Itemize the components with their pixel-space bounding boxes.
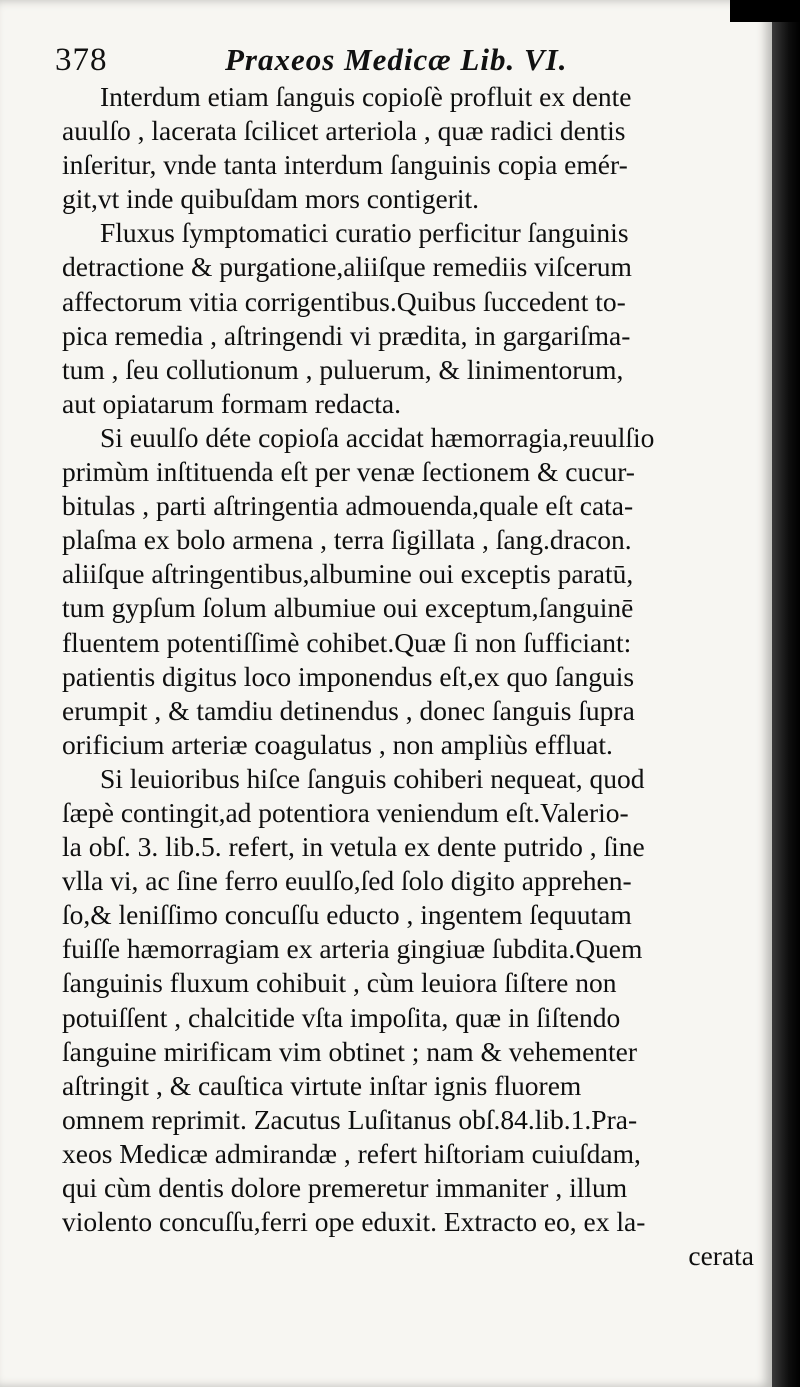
text-line: erumpit , & tamdiu detinendus , donec ſanguis ſupra — [62, 694, 635, 726]
text-line: detractione & purgatione,aliiſque remediis viſcerum — [62, 251, 632, 283]
text-line: orificium arteriæ coagulatus , non ampliùs effluat. — [62, 728, 613, 760]
text-line: aſtringit , & cauſtica virtute inſtar ignis fluorem — [62, 1069, 582, 1101]
page-header — [55, 38, 755, 86]
text-line: tum , ſeu collutionum , puluerum, & linimentorum, — [62, 353, 624, 385]
text-line: patientis digitus loco imponendus eſt,ex quo ſanguis — [62, 660, 635, 692]
text-line: vlla vi, ac ſine ferro euulſo,ſed ſolo digito apprehen- — [62, 865, 632, 897]
text-line: auulſo , lacerata ſcilicet arteriola , quæ radici dentis — [62, 115, 626, 147]
page-corner-shadow — [730, 0, 800, 22]
text-line: git,vt inde quibuſdam mors contigerit. — [62, 183, 480, 215]
catchword: cerata — [688, 1240, 754, 1272]
text-line: ſanguine mirificam vim obtinet ; nam & vehementer — [62, 1035, 638, 1067]
text-line: potuiſſent , chalcitide vſta impoſita, quæ in ſiſtendo — [62, 1001, 621, 1033]
text-line: xeos Medicæ admirandæ , refert hiſtoriam cuiuſdam, — [62, 1137, 641, 1169]
text-line: fluentem potentiſſimè cohibet.Quæ ſi non ſufficiant: — [62, 626, 632, 658]
text-line: violento concuſſu,ferri ope eduxit. Extracto eo, ex la- — [62, 1206, 646, 1238]
text-line: ſo,& leniſſimo concuſſu educto , ingentem ſequutam — [62, 899, 632, 931]
text-line: ſanguinis fluxum cohibuit , cùm leuiora ſiſtere non — [62, 967, 617, 999]
text-line: fuiſſe hæmorragiam ex arteria gingiuæ ſubdita.Quem — [62, 933, 643, 965]
text-line: plaſma ex bolo armena , terra ſigillata , ſang.dracon. — [62, 524, 632, 556]
text-line: Fluxus ſymptomatici curatio perficitur ſanguinis — [100, 217, 629, 249]
text-line: bitulas , parti aſtringentia admouenda,quale eſt cata- — [62, 490, 634, 522]
text-line: affectorum vitia corrigentibus.Quibus ſuccedent to- — [62, 285, 626, 317]
text-line: aut opiatarum formam redacta. — [62, 387, 402, 419]
paragraph — [62, 216, 762, 421]
page-number: 378 — [55, 42, 108, 78]
text-line: Si leuioribus hiſce ſanguis cohiberi nequeat, quod — [100, 762, 645, 794]
text-line: aliiſque aſtringentibus,albumine oui exceptis paratū, — [62, 558, 634, 590]
text-line: tum gypſum ſolum albumiue oui exceptum,ſanguinē — [62, 592, 634, 624]
text-line: ſæpè contingit,ad potentiora veniendum eſt.Valerio- — [62, 796, 629, 828]
paragraph — [62, 421, 762, 762]
text-line: qui cùm dentis dolore premeretur immaniter , illum — [62, 1172, 628, 1203]
body-text — [62, 80, 762, 1273]
text-line: inſeritur, vnde tanta interdum ſanguinis copia emér- — [62, 149, 628, 181]
text-line: Interdum etiam ſanguis copioſè profluit ex dente — [100, 81, 632, 112]
book-spine-shadow — [772, 0, 800, 1387]
paragraph — [62, 762, 762, 1239]
text-line: primùm inſtituenda eſt per venæ ſectionem & cucur- — [62, 456, 635, 488]
text-line: omnem reprimit. Zacutus Luſitanus obſ.84.lib.1.Pra- — [62, 1103, 638, 1135]
paragraph — [62, 80, 762, 216]
text-line: Si euulſo déte copioſa accidat hæmorragia,reuulſio — [100, 421, 655, 453]
text-line: pica remedia , aſtringendi vi prædita, in gargariſma- — [62, 319, 631, 351]
text-line: la obſ. 3. lib.5. refert, in vetula ex dente putrido , ſine — [62, 831, 645, 863]
running-head: Praxeos Medicæ Lib. VI. — [225, 42, 568, 77]
